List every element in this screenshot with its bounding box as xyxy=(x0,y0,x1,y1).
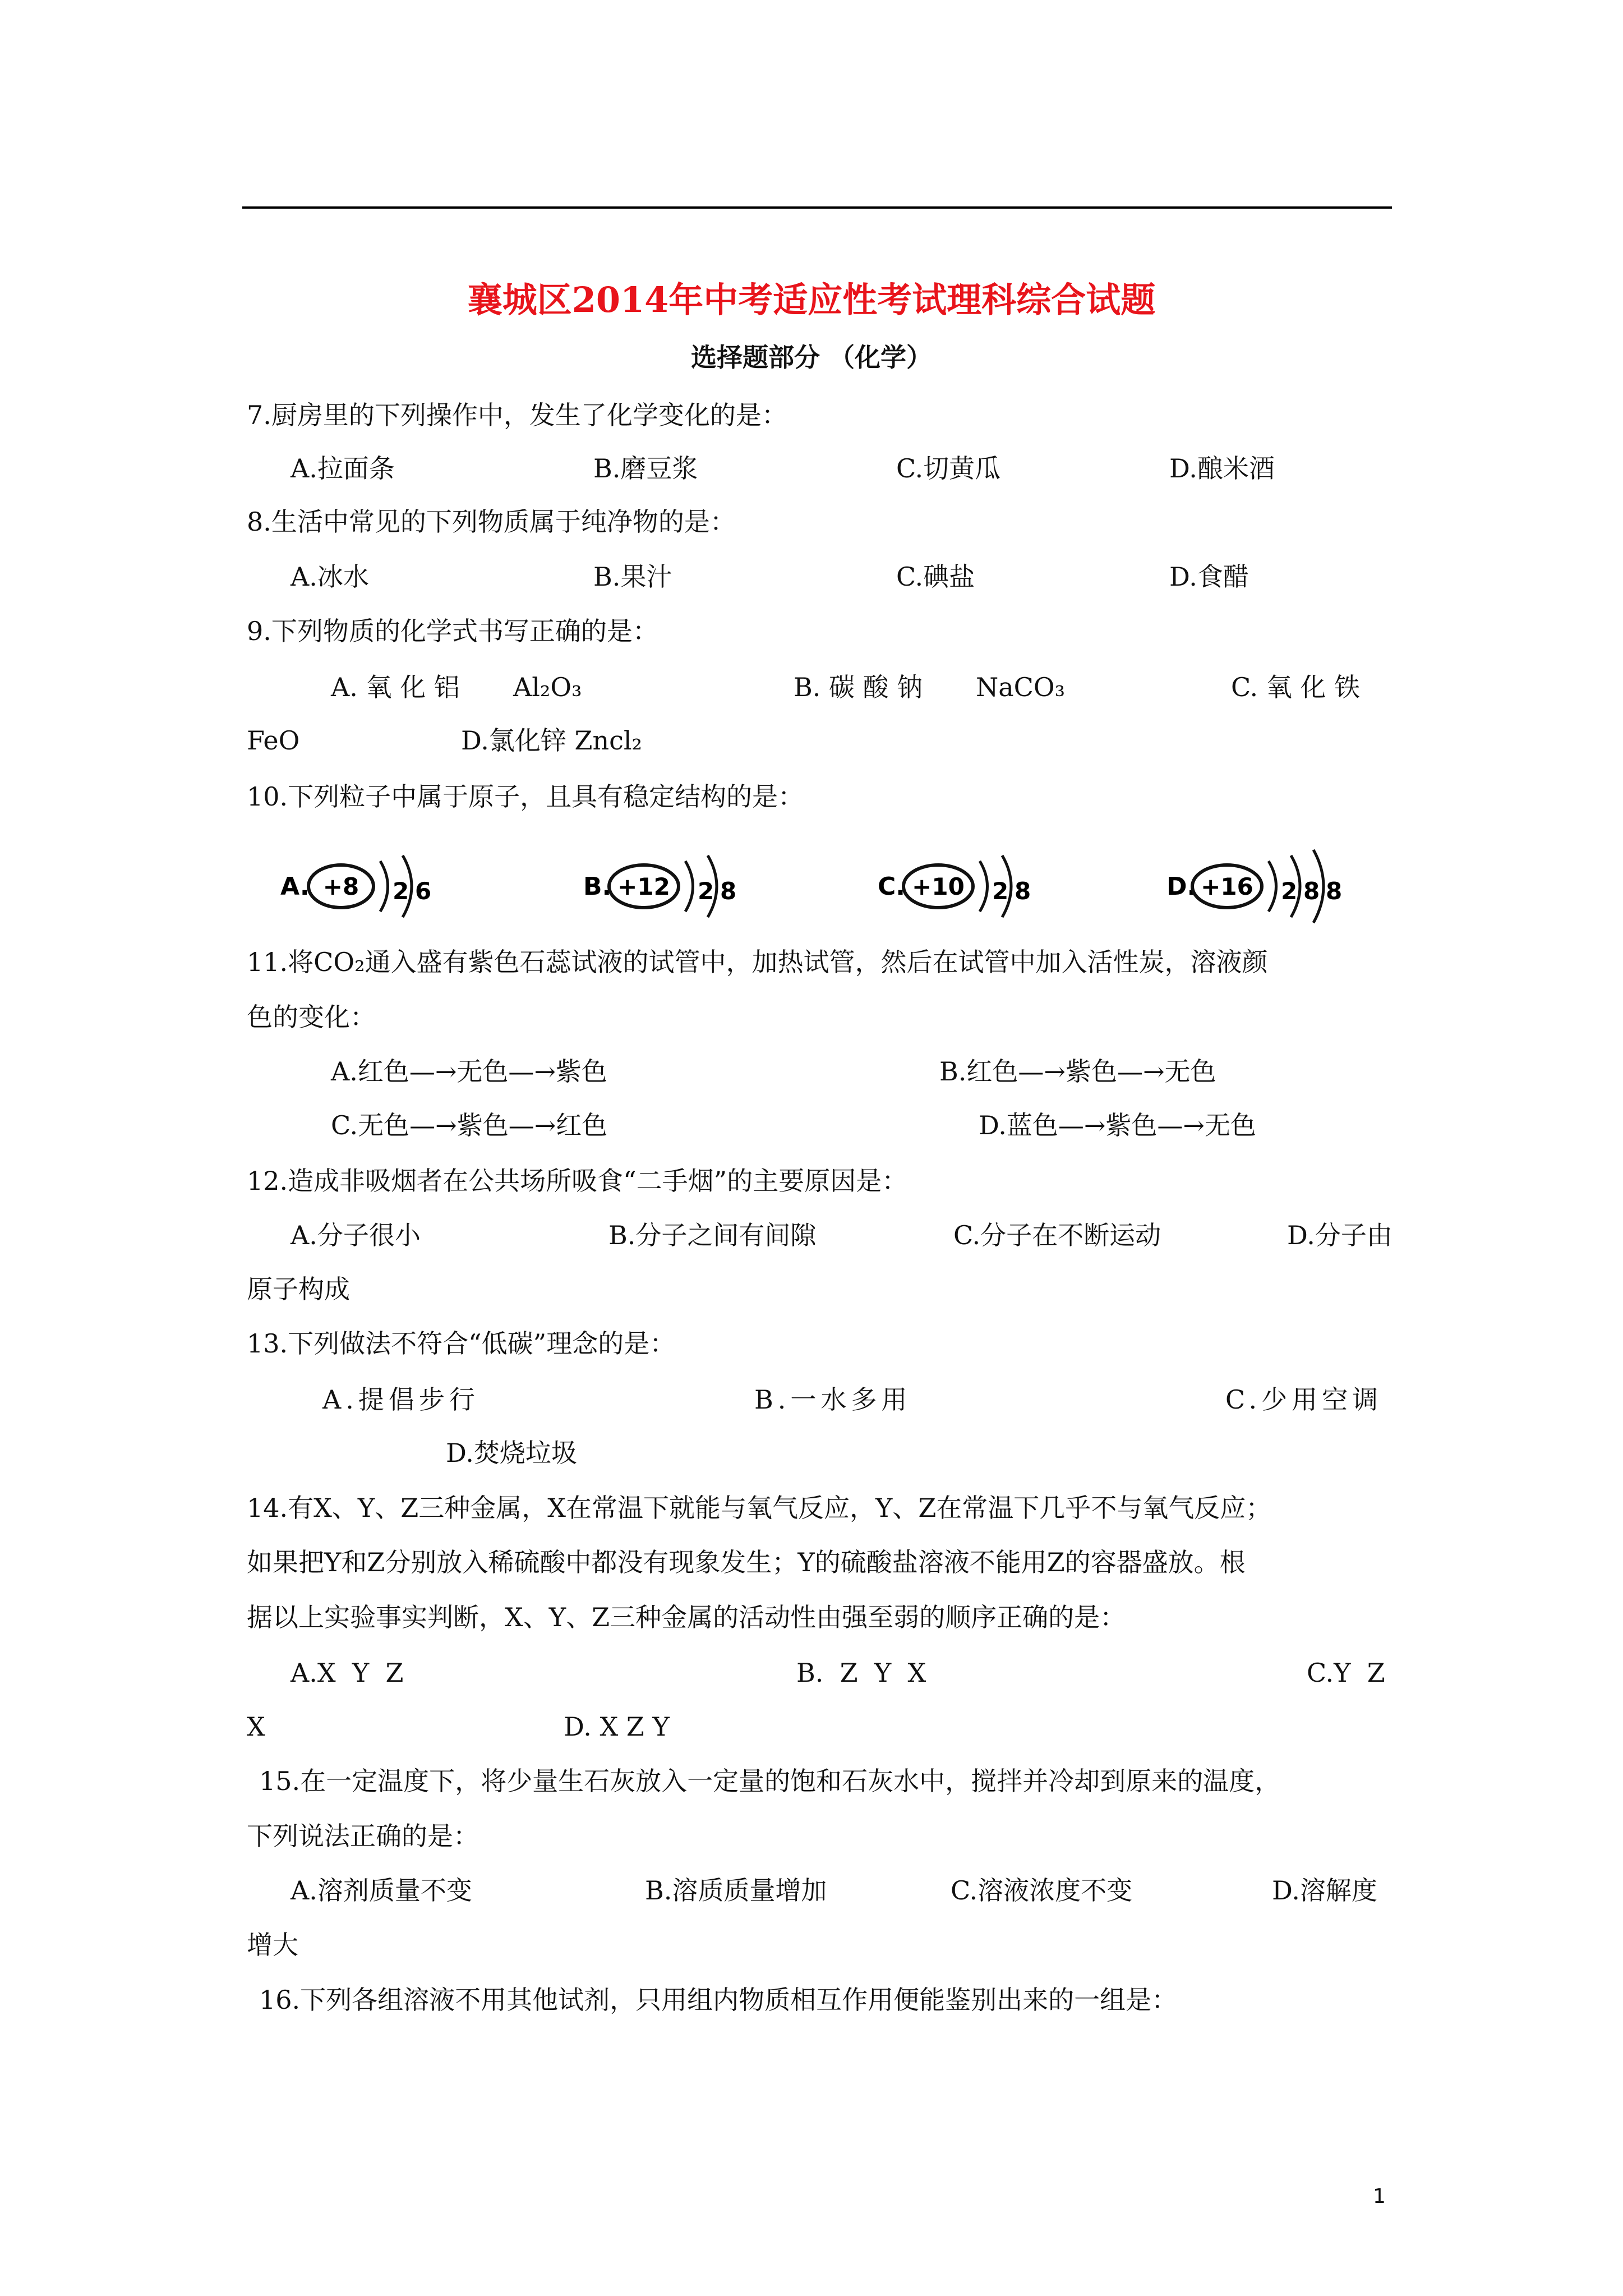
atom-d-nucleus: +16 xyxy=(1201,873,1253,900)
q16-stem: 16.下列各组溶液不用其他试剂，只用组内物质相互作用便能鉴别出来的一组是： xyxy=(259,1985,1178,2015)
q7-option-b: B.磨豆浆 xyxy=(593,453,698,484)
atom-structure-diagrams xyxy=(280,839,1402,928)
q7-option-c: C.切黄瓜 xyxy=(896,453,1001,484)
q9-option-b-formula: NaCO₃ xyxy=(976,672,1066,702)
atom-a-shell-2: 6 xyxy=(415,877,432,905)
q11-option-b: B.红色—→紫色—→无色 xyxy=(939,1056,1216,1087)
atom-d-label: D. xyxy=(1166,872,1197,901)
q14-option-d: D. X Z Y xyxy=(564,1711,670,1742)
q12-option-c: C.分子在不断运动 xyxy=(953,1220,1161,1250)
q15-option-a: A.溶剂质量不变 xyxy=(291,1875,472,1906)
q8-option-b: B.果汁 xyxy=(593,562,672,592)
q11-option-a: A.红色—→无色—→紫色 xyxy=(331,1056,607,1087)
q7-stem: 7.厨房里的下列操作中，发生了化学变化的是： xyxy=(247,400,787,430)
q9-option-b-label: B. 碳 酸 钠 xyxy=(794,672,923,702)
q9-option-d: D.氯化锌 Zncl₂ xyxy=(461,725,642,756)
q13-option-c: C.少用空调 xyxy=(1225,1384,1383,1415)
q12-option-a: A.分子很小 xyxy=(291,1220,421,1250)
q12-stem: 12.造成非吸烟者在公共场所吸食“二手烟”的主要原因是： xyxy=(247,1166,908,1196)
atom-diagram-d xyxy=(1166,850,1342,923)
atom-d-shell-3: 8 xyxy=(1326,877,1343,905)
atom-a-shell-1: 2 xyxy=(393,877,409,905)
q15-stem-line1: 15.在一定温度下，将少量生石灰放入一定量的饱和石灰水中，搅拌并冷却到原来的温度， xyxy=(259,1766,1281,1796)
q11-stem-line2: 色的变化： xyxy=(247,1002,376,1032)
atom-d-shell-1: 2 xyxy=(1281,877,1298,905)
page-number: 1 xyxy=(1373,2185,1386,2208)
q14-stem-line1: 14.有X、Y、Z三种金属，X在常温下就能与氧气反应，Y、Z在常温下几乎不与氧气反应； xyxy=(247,1493,1272,1523)
q9-option-c-label: C. 氧 化 铁 xyxy=(1231,672,1361,702)
atom-c-shell-2: 8 xyxy=(1015,877,1031,905)
q12-option-d: D.分子由 xyxy=(1287,1220,1393,1250)
q13-option-b: B.一水多用 xyxy=(754,1384,912,1415)
q11-option-c: C.无色—→紫色—→红色 xyxy=(331,1110,608,1140)
q11-stem-line1: 11.将CO₂通入盛有紫色石蕊试液的试管中，加热试管，然后在试管中加入活性炭，溶液颜 xyxy=(247,947,1268,977)
q14-option-a: A.X Y Z xyxy=(291,1658,404,1688)
q15-stem-line2: 下列说法正确的是： xyxy=(247,1821,479,1851)
q15-option-d: D.溶解度 xyxy=(1272,1875,1377,1906)
q12-option-b: B.分子之间有间隙 xyxy=(608,1220,817,1250)
q9-option-c-formula: FeO xyxy=(247,725,300,756)
q7-option-d: D.酿米酒 xyxy=(1169,453,1275,484)
q14-stem-line2: 如果把Y和Z分别放入稀硫酸中都没有现象发生；Y的硫酸盐溶液不能用Z的容器盛放。根 xyxy=(247,1547,1246,1577)
atom-c-nucleus: +10 xyxy=(912,873,965,900)
q9-option-a-formula: Al₂O₃ xyxy=(513,672,582,702)
q15-option-d-wrap: 增大 xyxy=(247,1930,298,1960)
q11-option-d: D.蓝色—→紫色—→无色 xyxy=(979,1110,1256,1140)
atom-diagram-b xyxy=(583,855,736,917)
q8-option-d: D.食醋 xyxy=(1169,562,1249,592)
q9-option-a-label: A. 氧 化 铝 xyxy=(331,672,460,702)
q8-option-a: A.冰水 xyxy=(291,562,369,592)
q7-option-a: A.拉面条 xyxy=(291,453,395,484)
atom-b-label: B. xyxy=(583,872,612,901)
q9-stem: 9.下列物质的化学式书写正确的是： xyxy=(247,616,658,646)
atom-b-shell-1: 2 xyxy=(698,877,714,905)
q13-option-a: A.提倡步行 xyxy=(322,1384,479,1415)
atom-a-label: A. xyxy=(280,872,310,901)
q10-stem: 10.下列粒子中属于原子，且具有稳定结构的是： xyxy=(247,781,804,812)
q14-option-b: B. Z Y X xyxy=(796,1658,926,1688)
section-subtitle: 选择题部分 （化学） xyxy=(690,342,932,372)
atom-c-shell-1: 2 xyxy=(992,877,1009,905)
header-rule xyxy=(242,206,1392,209)
q8-option-c: C.碘盐 xyxy=(896,562,975,592)
atom-diagram-a xyxy=(280,855,431,917)
q13-stem: 13.下列做法不符合“低碳”理念的是： xyxy=(247,1328,676,1359)
page-title: 襄城区2014年中考适应性考试理科综合试题 xyxy=(467,279,1156,320)
q15-option-b: B.溶质质量增加 xyxy=(645,1875,827,1906)
q14-option-c-wrap: X xyxy=(247,1711,265,1742)
atom-c-label: C. xyxy=(878,872,906,901)
q14-option-c: C.Y Z xyxy=(1307,1658,1385,1688)
atom-diagram-c xyxy=(878,855,1031,917)
atom-a-nucleus: +8 xyxy=(322,873,359,900)
q8-stem: 8.生活中常见的下列物质属于纯净物的是： xyxy=(247,507,736,537)
atom-d-shell-2: 8 xyxy=(1303,877,1320,905)
q14-stem-line3: 据以上实验事实判断，X、Y、Z三种金属的活动性由强至弱的顺序正确的是： xyxy=(247,1602,1126,1632)
q13-option-d: D.焚烧垃圾 xyxy=(446,1438,577,1468)
atom-b-shell-2: 8 xyxy=(720,877,737,905)
atom-b-nucleus: +12 xyxy=(617,873,670,900)
q15-option-c: C.溶液浓度不变 xyxy=(951,1875,1133,1906)
q12-option-d-wrap: 原子构成 xyxy=(247,1274,350,1304)
